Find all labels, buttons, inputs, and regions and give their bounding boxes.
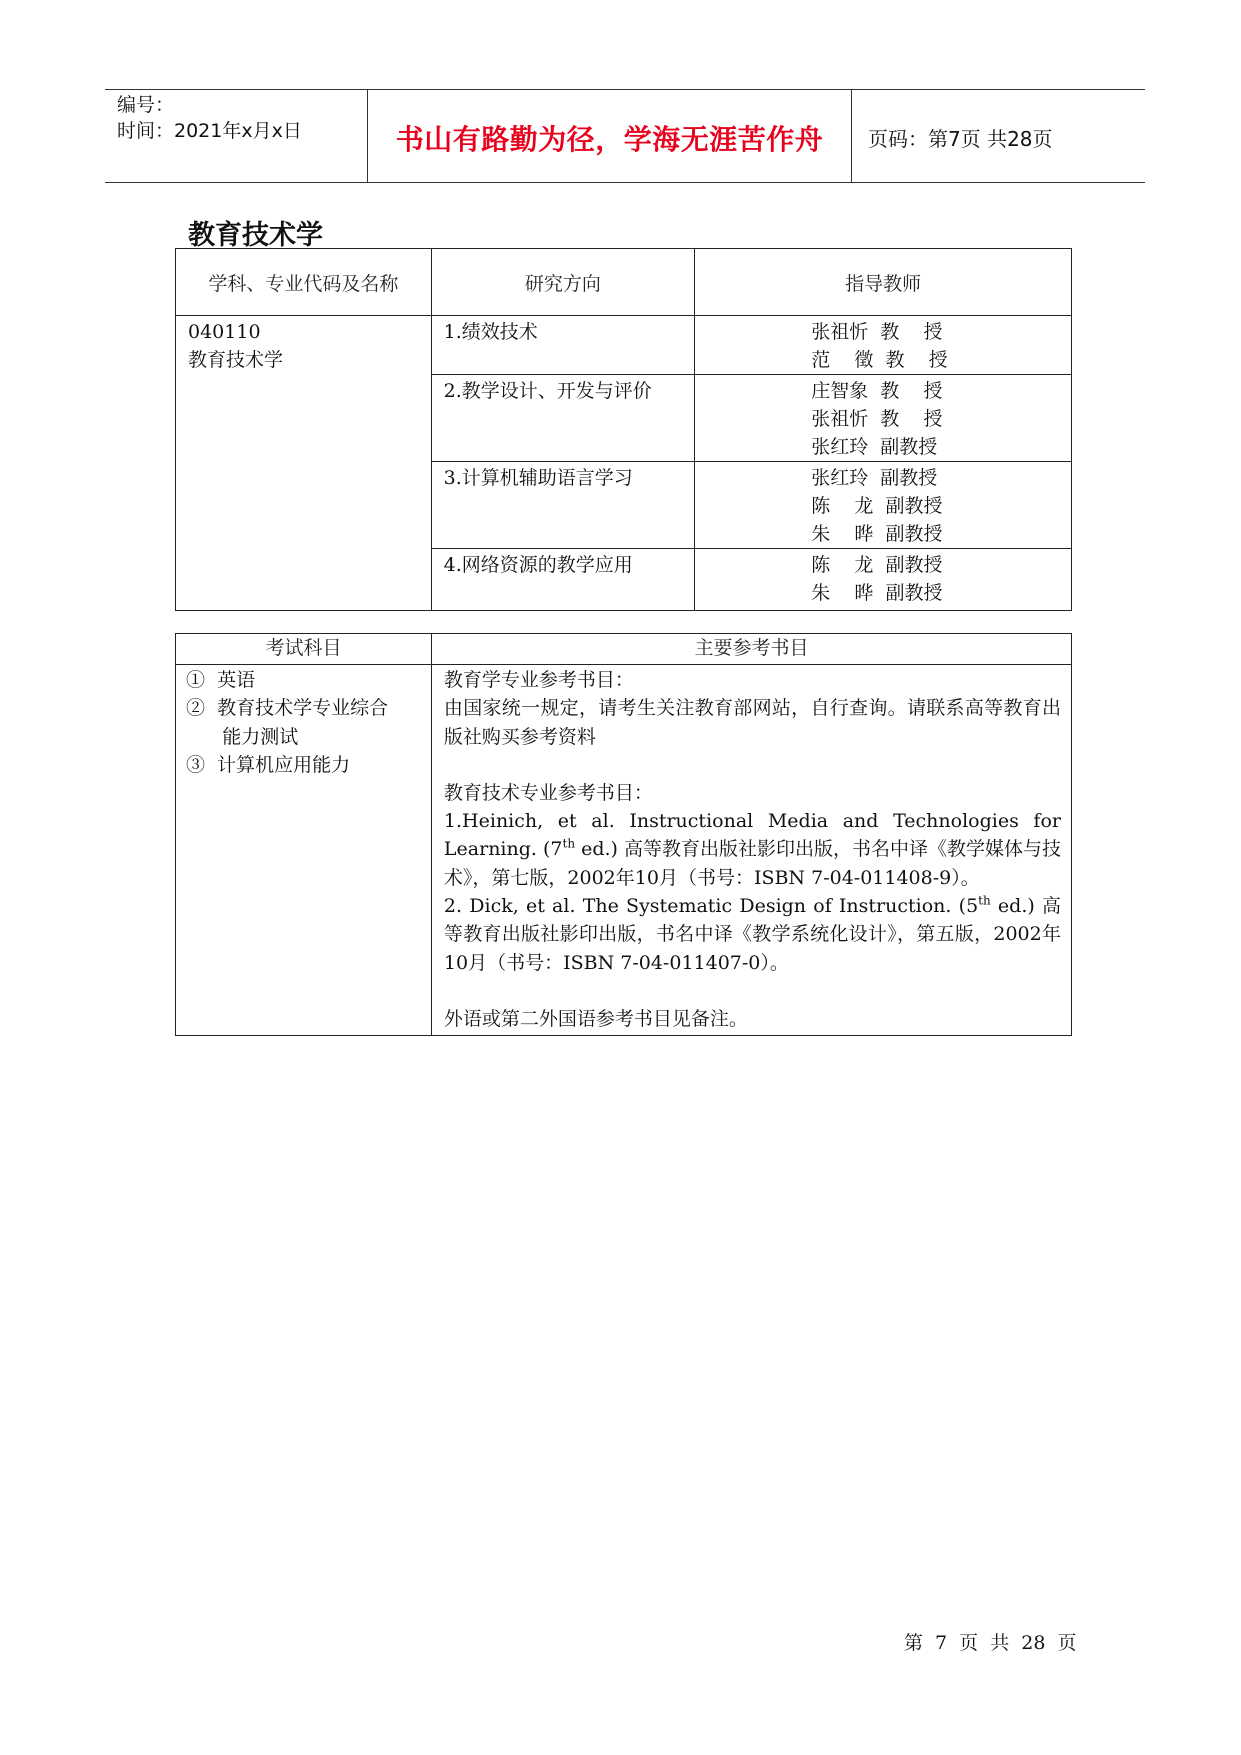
document-time-label: 时间：2021年x月x日 <box>117 120 302 142</box>
exam-subject: ① 英语 <box>186 669 256 691</box>
advisor-list <box>695 462 1072 549</box>
document-number-label: 编号： <box>117 94 175 116</box>
research-direction: 1.绩效技术 <box>431 316 695 375</box>
advisor-list <box>695 375 1072 462</box>
program-table-header <box>176 249 1072 316</box>
exam-subjects <box>176 665 432 1036</box>
discipline-cell <box>176 316 432 611</box>
ordinal-suffix: th <box>562 837 576 852</box>
exam-subject: ② 教育技术学专业综合 <box>186 697 389 720</box>
exam-table-header <box>176 634 1072 665</box>
header-page-cell <box>852 90 1145 182</box>
header-motto: 书山有路勤为径，学海无涯苦作舟 <box>395 123 824 156</box>
reference-text: ed.) 高等教育出版社影印出版，书名中译《教学系统化设计》，第五版，2002年10月（书号：ISBN 7-04-011407-0）。 <box>443 895 1061 974</box>
table-row <box>176 316 1072 375</box>
advisor: 范 徵 教 授 <box>811 349 948 371</box>
exam-table <box>175 633 1072 1036</box>
reference-books <box>431 665 1071 1036</box>
discipline-name: 教育技术学 <box>188 349 284 371</box>
advisor-list <box>695 316 1072 375</box>
header-advisors: 指导教师 <box>695 249 1072 316</box>
advisor: 张红玲 副教授 <box>811 467 938 489</box>
reference-item <box>444 807 1061 892</box>
advisor: 朱 晔 副教授 <box>811 523 943 545</box>
header-discipline: 学科、专业代码及名称 <box>176 249 432 316</box>
page-header <box>105 89 1145 183</box>
advisor: 陈 龙 副教授 <box>811 495 943 517</box>
research-direction: 3.计算机辅助语言学习 <box>431 462 695 549</box>
advisor: 朱 晔 副教授 <box>811 582 943 604</box>
advisor: 庄智象 教 授 <box>811 380 943 402</box>
reference-text: ed.) 高等教育出版社影印出版，书名中译《教学媒体与技术》，第七版，2002年10月（书号：ISBN 7-04-011408-9）。 <box>443 838 1062 889</box>
spacer <box>444 751 1061 779</box>
discipline-code: 040110 <box>188 321 261 343</box>
advisor: 张红玲 副教授 <box>811 436 938 458</box>
edu-books-heading: 教育学专业参考书目： <box>443 669 634 691</box>
header-motto-cell <box>368 90 852 182</box>
research-direction: 2.教学设计、开发与评价 <box>431 375 695 462</box>
advisor-list <box>695 549 1072 611</box>
section-title: 教育技术学 <box>188 220 323 251</box>
header-direction: 研究方向 <box>431 249 695 316</box>
research-direction: 4.网络资源的教学应用 <box>431 549 695 611</box>
advisor: 陈 龙 副教授 <box>811 554 943 576</box>
program-table <box>175 248 1072 611</box>
spacer <box>444 977 1061 1005</box>
reference-item <box>444 892 1061 977</box>
header-exam-subjects: 考试科目 <box>176 634 432 665</box>
header-reference-books: 主要参考书目 <box>431 634 1071 665</box>
ordinal-suffix: th <box>978 893 991 908</box>
foreign-language-note: 外语或第二外国语参考书目见备注。 <box>443 1007 748 1030</box>
advisor: 张祖忻 教 授 <box>811 408 943 430</box>
exam-subject: 能力测试 <box>186 725 299 748</box>
edu-books-text: 由国家统一规定，请考生关注教育部网站，自行查询。请联系高等教育出版社购买参考资料 <box>443 697 1061 748</box>
table-row <box>176 665 1072 1036</box>
tech-books-heading: 教育技术专业参考书目： <box>443 781 653 804</box>
exam-subject: ③ 计算机应用能力 <box>186 753 351 776</box>
reference-text: 1.Heinich, et al. Instructional Media and Technologies for Learning. (7 <box>443 810 1061 861</box>
header-meta <box>105 90 368 182</box>
reference-text: 2. Dick, et al. The Systematic Design of Instruction. (5 <box>443 895 979 918</box>
header-page-number: 页码：第7页 共28页 <box>868 127 1053 151</box>
page-footer: 第 7 页 共 28 页 <box>904 1632 1077 1654</box>
advisor: 张祖忻 教 授 <box>811 321 943 343</box>
